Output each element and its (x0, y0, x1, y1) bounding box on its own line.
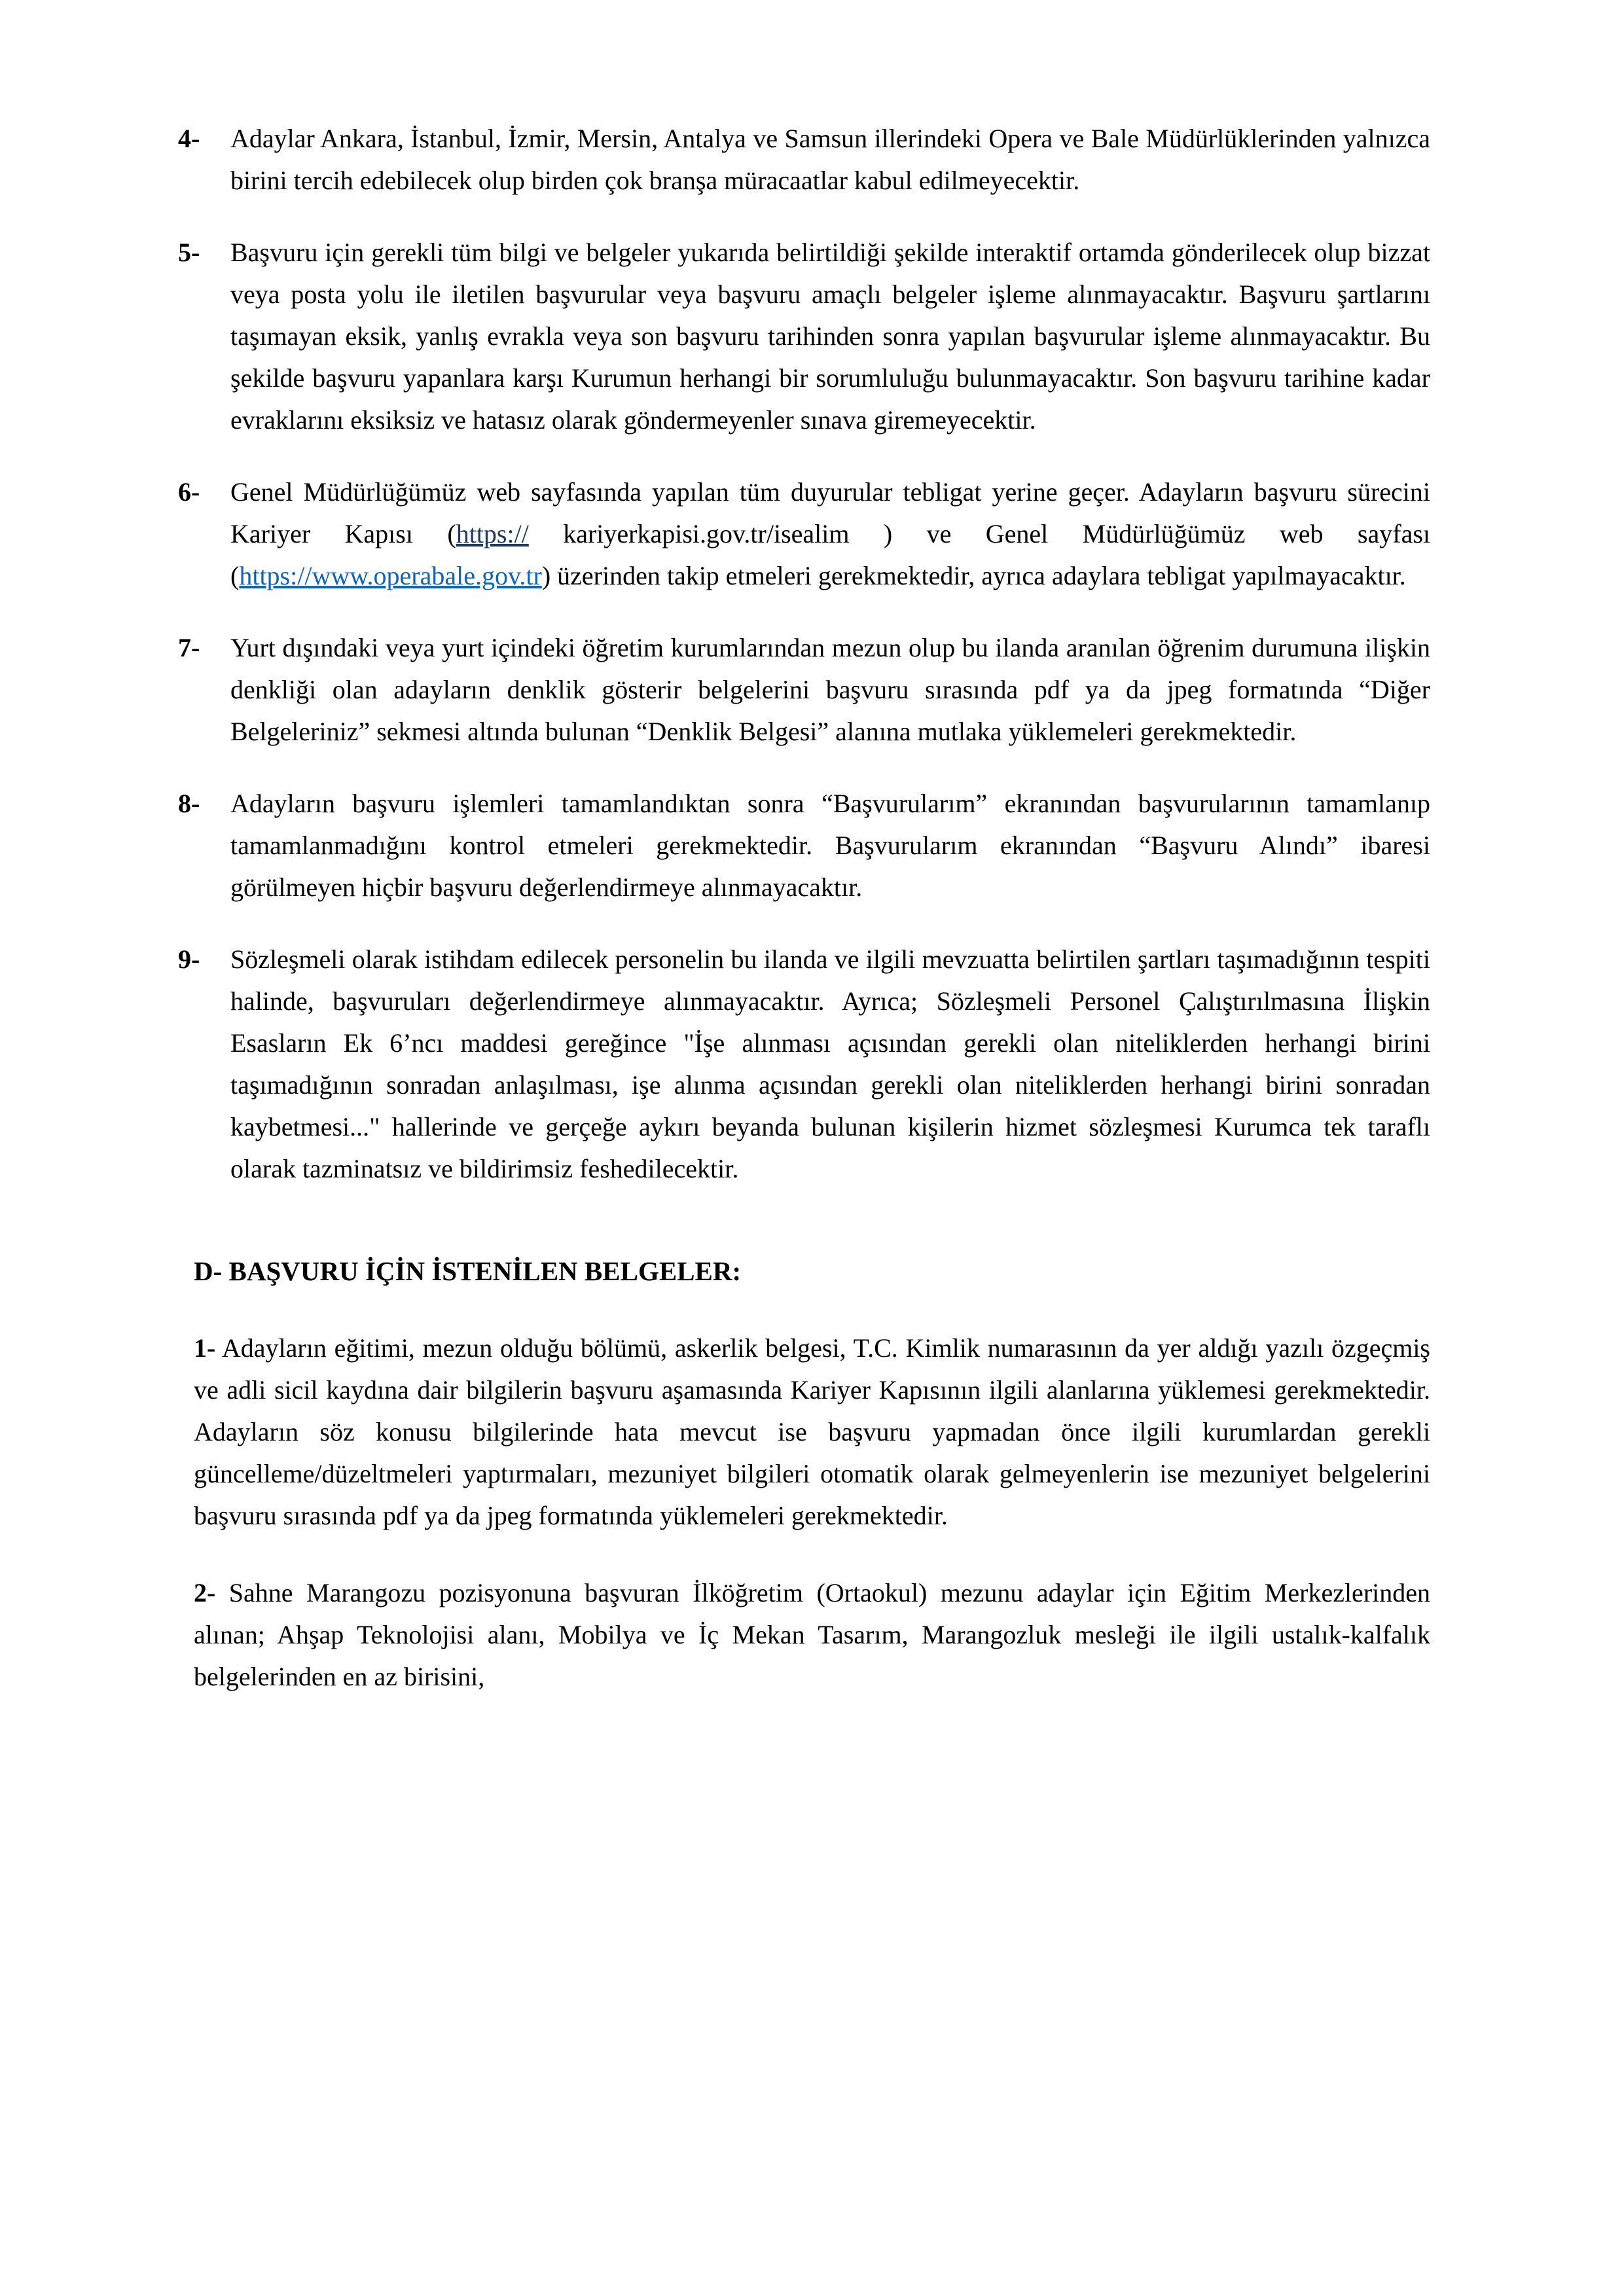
text-segment: kariyerkapisi.gov.tr/isealim ) ve Genel Müdürlüğümüz web sayfası ( (230, 519, 1430, 590)
paragraph-text: Adayların eğitimi, mezun olduğu bölümü, askerlik belgesi, T.C. Kimlik numarasının da yer aldığı yazılı özgeçmiş ve adli sicil kaydına dair bilgilerin başvuru aşamasında Kariyer Kapısının ilgili alanlarına yüklemesi gerekmektedir. Adayların söz konusu bilgilerinde hata mevcut ise başvuru yapmadan önce ilgili kurumlardan gerekli güncelleme/düzeltmeleri yaptırmaları, mezuniyet bilgileri otomatik olarak gelmeyenlerin ise mezuniyet belgelerini başvuru sırasında pdf ya da jpeg formatında yüklemeleri gerekmektedir. (194, 1333, 1430, 1530)
list-item-marker: 5- (178, 238, 200, 267)
text-segment: Genel Müdürlüğümüz web sayfasında yapılan tüm duyurular tebligat yerine geçer. Adayların başvuru sürecini Kariyer Kapısı ( (230, 477, 1430, 548)
text-segment: ) üzerinden takip etmeleri gerekmektedir, ayrıca adaylara tebligat yapılmayacaktır. (541, 561, 1406, 590)
paragraph-lead-number: 1- (194, 1333, 216, 1363)
list-item-marker: 4- (178, 124, 200, 153)
list-item-text: Başvuru için gerekli tüm bilgi ve belgeler yukarıda belirtildiği şekilde interaktif ortamda gönderilecek olup bizzat veya posta yolu ile iletilen başvurular veya başvuru amaçlı belgeler işleme alınmayacaktır. Başvuru şartlarını taşımayan eksik, yanlış evrakla veya son başvuru tarihinden sonra yapılan başvurular işleme alınmayacaktır. Bu şekilde başvuru yapanlara karşı Kurumun herhangi bir sorumluluğu bulunmayacaktır. Son başvuru tarihine kadar evraklarını eksiksiz ve hatasız olarak göndermeyenler sınava giremeyecektir. (230, 238, 1430, 435)
list-item-text: Adaylar Ankara, İstanbul, İzmir, Mersin, Antalya ve Samsun illerindeki Opera ve Bale Müdürlüklerinden yalnızca birini tercih edebilecek olup birden çok branşa müracaatlar kabul edilmeyecektir. (230, 124, 1430, 195)
list-item-text: Yurt dışındaki veya yurt içindeki öğretim kurumlarından mezun olup bu ilanda aranılan öğrenim durumuna ilişkin denkliği olan adayların denklik gösterir belgelerini başvuru sırasında pdf ya da jpeg formatında “Diğer Belgeleriniz” sekmesi altında bulunan “Denklik Belgesi” alanına mutlaka yüklemeleri gerekmektedir. (230, 633, 1430, 746)
list-item (178, 627, 1430, 753)
section-d-heading: D- BAŞVURU İÇİN İSTENİLEN BELGELER: (194, 1256, 742, 1286)
section-d-paragraph-2 (194, 1572, 1430, 1698)
list-item-marker: 9- (178, 944, 200, 974)
list-item (178, 783, 1430, 908)
list-item-text (230, 471, 1430, 597)
list-item-text: Adayların başvuru işlemleri tamamlandıktan sonra “Başvurularım” ekranından başvurularının tamamlanıp tamamlanmadığını kontrol etmeleri gerekmektedir. Başvurularım ekranından “Başvuru Alındı” ibaresi görülmeyen hiçbir başvuru değerlendirmeye alınmayacaktır. (230, 789, 1430, 902)
list-item (178, 232, 1430, 441)
list-item-marker: 8- (178, 789, 200, 818)
numbered-list (178, 118, 1430, 1190)
list-item (178, 939, 1430, 1190)
list-item-marker: 7- (178, 633, 200, 662)
paragraph-text: Sahne Marangozu pozisyonuna başvuran İlköğretim (Ortaokul) mezunu adaylar için Eğitim Merkezlerinden alınan; Ahşap Teknolojisi alanı, Mobilya ve İç Mekan Tasarım, Marangozluk mesleği ile ilgili ustalık-kalfalık belgelerinden en az birisini, (194, 1578, 1430, 1691)
kariyer-kapisi-link[interactable]: https:// (456, 519, 529, 548)
list-item (178, 118, 1430, 202)
list-item-marker: 6- (178, 477, 200, 507)
operabale-website-link[interactable]: https://www.operabale.gov.tr (239, 561, 542, 590)
section-d-paragraph-1 (194, 1327, 1430, 1537)
list-item-text: Sözleşmeli olarak istihdam edilecek personelin bu ilanda ve ilgili mevzuatta belirtilen şartları taşımadığının tespiti halinde, başvuruları değerlendirmeye alınmayacaktır. Ayrıca; Sözleşmeli Personel Çalıştırılmasına İlişkin Esasların Ek 6’ncı maddesi gereğince "İşe alınması açısından gerekli olan niteliklerden herhangi birini taşımadığının sonradan anlaşılması, işe alınma açısından gerekli olan niteliklerden herhangi birini sonradan kaybetmesi..." hallerinde ve gerçeğe aykırı beyanda bulunan kişilerin hizmet sözleşmesi Kurumca tek taraflı olarak tazminatsız ve bildirimsiz feshedilecektir. (230, 944, 1430, 1183)
list-item (178, 471, 1430, 597)
paragraph-lead-number: 2- (194, 1578, 216, 1607)
